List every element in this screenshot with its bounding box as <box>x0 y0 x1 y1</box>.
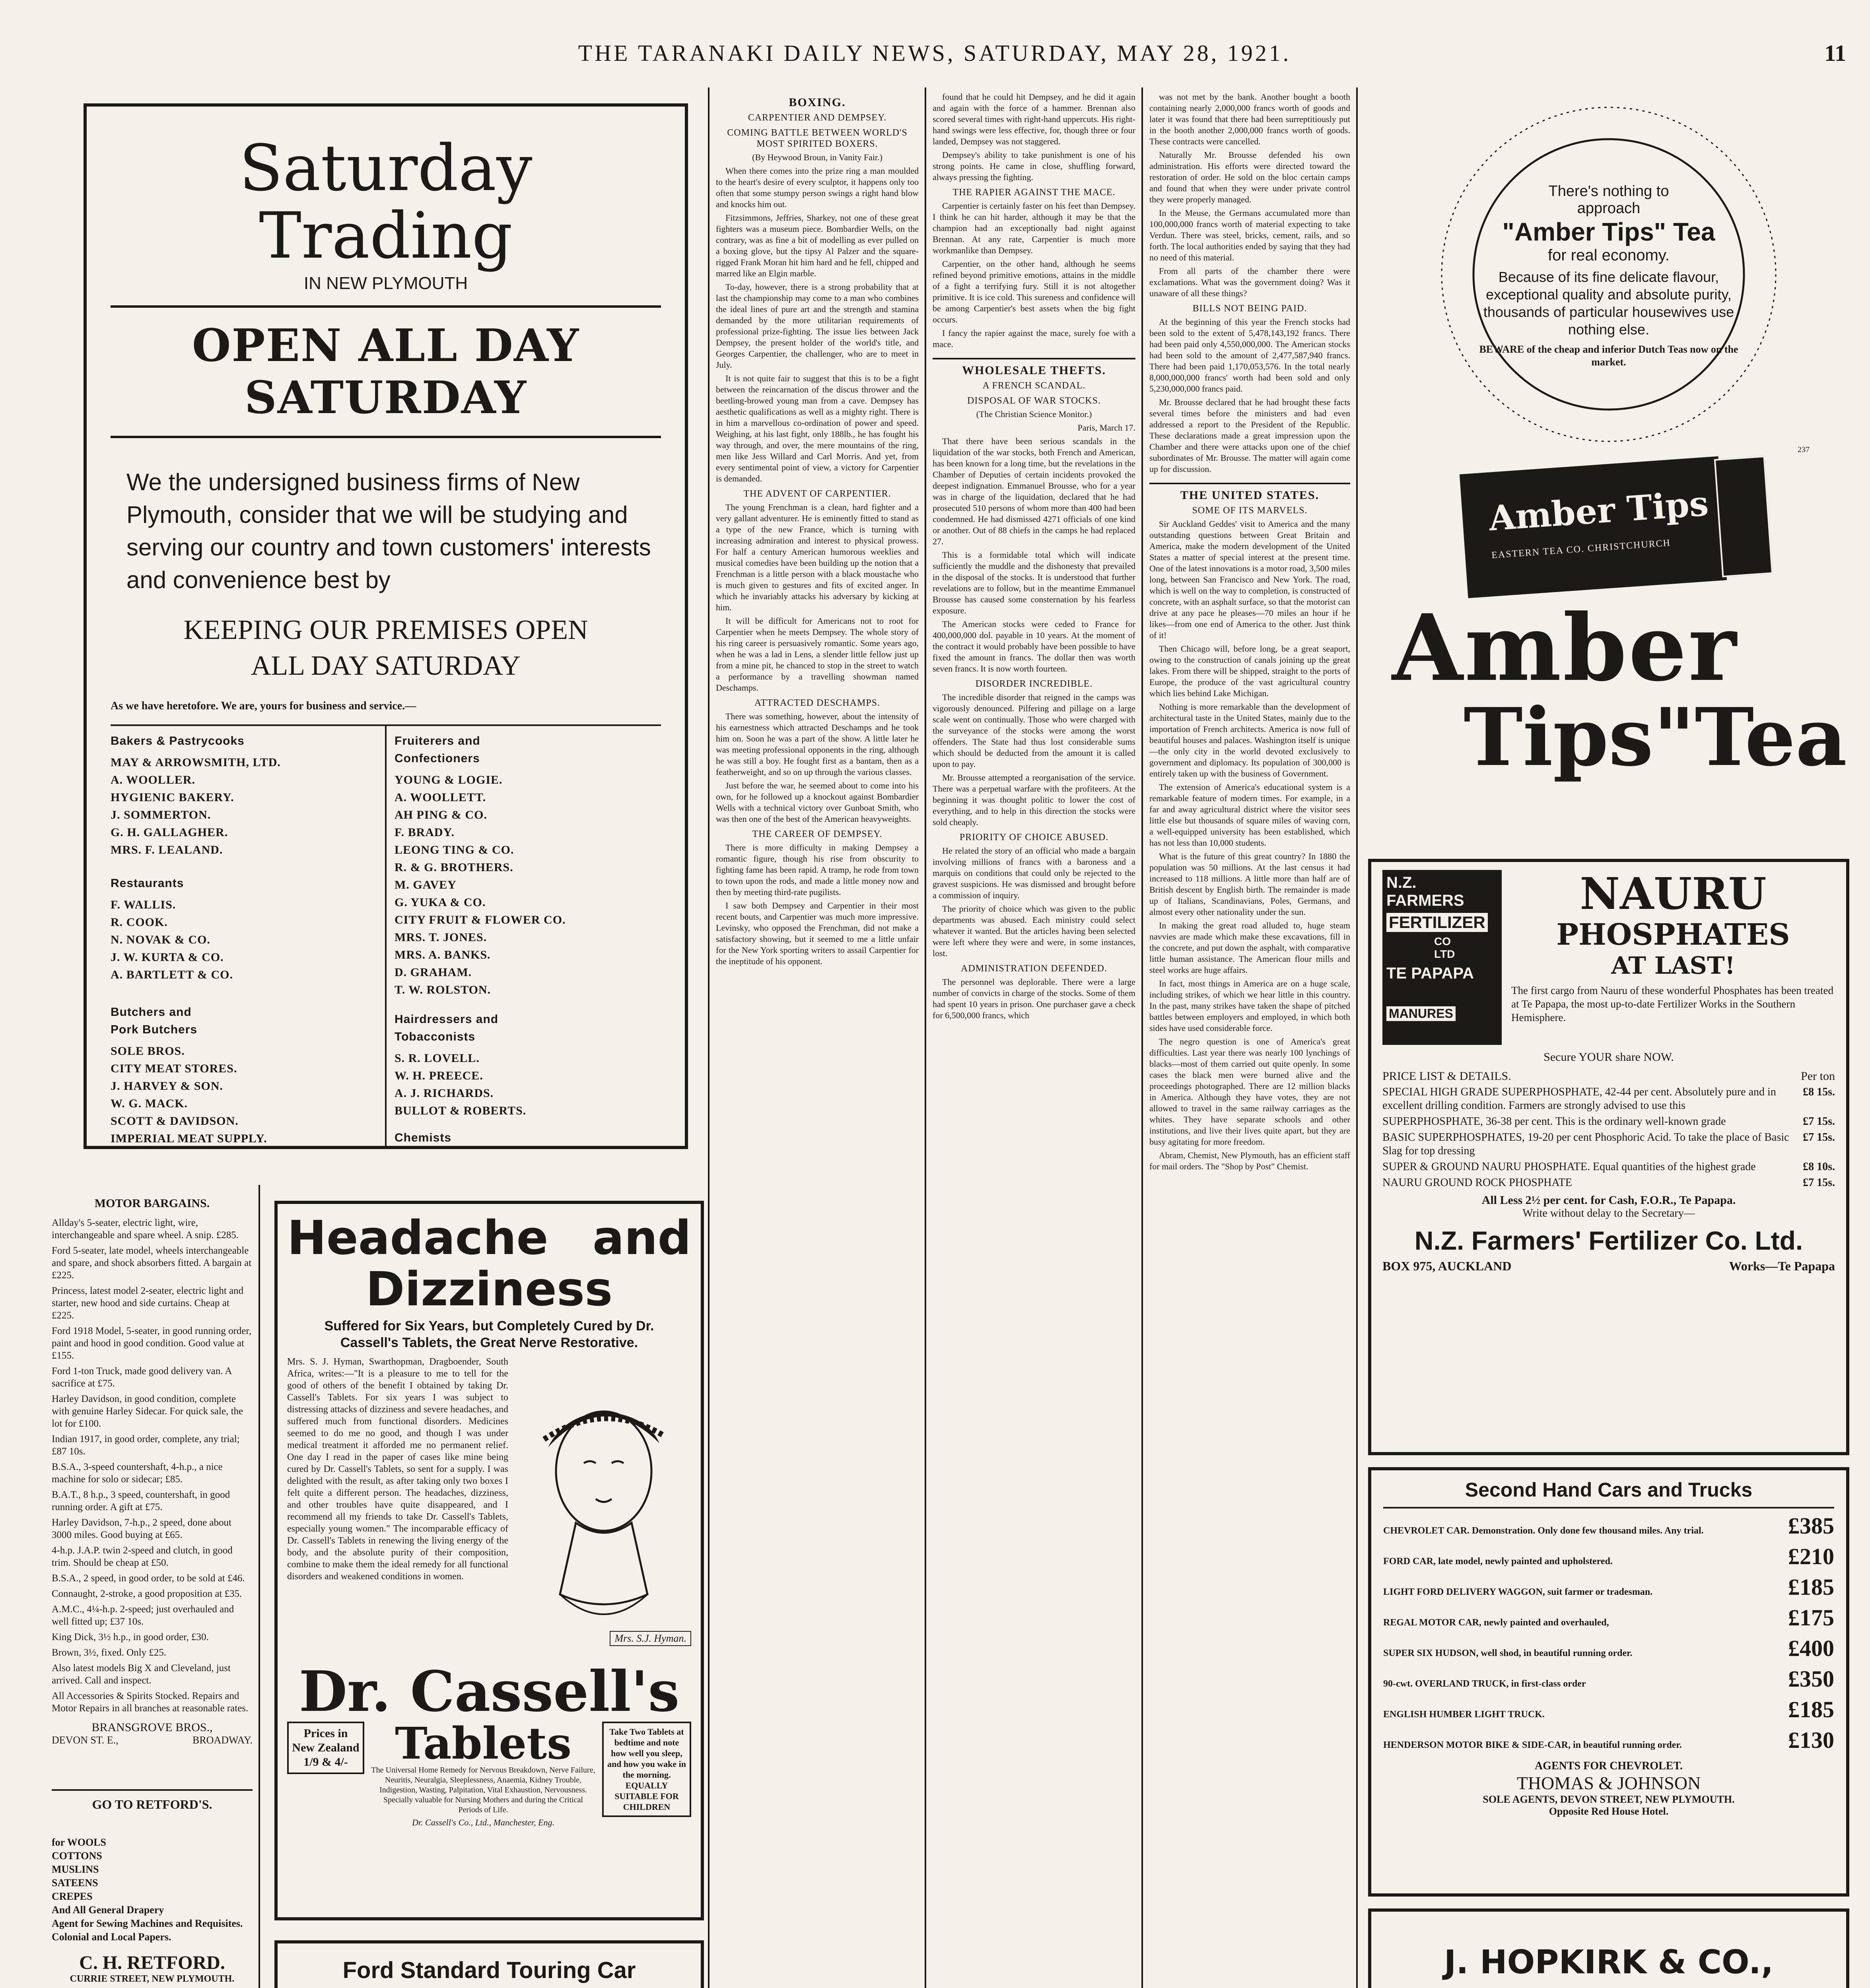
article-subtitle: A FRENCH SCANDAL. <box>982 381 1086 391</box>
list-item: A. WOOLLER. <box>111 773 195 786</box>
list-item: S. R. LOVELL. <box>395 1052 480 1065</box>
paragraph: Just before the war, he seemed about to come into his own, for he followed up a knockout against Bombardier Wells with a technical victory over Gunboat Smith, who was then one of the best of the American heavyweights. <box>716 780 919 824</box>
car-desc: ENGLISH HUMBER LIGHT TRUCK. <box>1383 1709 1545 1720</box>
motor-bargain-item: B.S.A., 2 speed, in good order, to be sold at £46. <box>52 1573 245 1584</box>
list-item: SCOTT & DAVIDSON. <box>111 1114 239 1128</box>
motor-bargains <box>52 1197 253 1769</box>
paragraph: I saw both Dempsey and Carpentier in their most recent bouts, and Carpentier was much more impressive. Levinsky, who opposed the Frenchman, did not make a satisfactory showing, but it seemed to me a little unfair for the New York sporting writers to assail Carpentier for the ineptitude of his opponent. <box>716 901 919 966</box>
car-desc: HENDERSON MOTOR BIKE & SIDE-CAR, in beautiful running order. <box>1383 1740 1682 1750</box>
retford-address: CURRIE STREET, NEW PLYMOUTH. <box>52 1974 253 1988</box>
amber-economy: for real economy. <box>1547 247 1670 264</box>
product-desc: SUPER & GROUND NAURU PHOSPHATE. Equal quantities of the highest grade <box>1382 1161 1756 1173</box>
agents-label: AGENTS FOR CHEVROLET. <box>1534 1760 1683 1772</box>
retford-item: And All General Drapery <box>52 1904 164 1916</box>
badge-line: LTD <box>1434 948 1455 960</box>
article-title: THE UNITED STATES. <box>1180 489 1320 502</box>
section-heading: ATTRACTED DESCHAMPS. <box>754 698 881 708</box>
list-item: A. WOOLLETT. <box>395 791 486 804</box>
paragraph: The extension of America's educational system is a remarkable feature of modern times. For example, in a far and away agricultural district where the visitor sees little else but thousands of square miles of waving corn, a well-equipped university has been established, which has not less than 10,000 students. <box>1149 782 1350 848</box>
boxing-article <box>716 91 919 1988</box>
paragraph: What is the future of this great country? In 1880 the population was 50 millions. At the last census it had increased to 118 millions. A little more than half are of British descent by English birth. The remainder is made up of Italians, Scandinavians, Poles, Germans, and almost every other nationality under the sun. <box>1149 851 1350 917</box>
chemists-heading: Chemists <box>395 1131 452 1144</box>
price-row <box>1382 1131 1835 1158</box>
nauru-title: NAURU <box>1580 868 1767 919</box>
list-item: CITY FRUIT & FLOWER CO. <box>395 913 566 926</box>
column-rule <box>708 87 710 1988</box>
list-item: BULLOT & ROBERTS. <box>395 1104 527 1117</box>
open-all-day-banner: OPEN ALL DAY SATURDAY <box>111 305 661 438</box>
amber-lead: approach <box>1577 200 1641 217</box>
dr-cassell-ad <box>274 1201 704 1920</box>
product-price: £8 10s. <box>1803 1161 1835 1173</box>
product-price: £7 15s. <box>1803 1115 1835 1128</box>
badge-line: FERTILIZER <box>1386 913 1488 932</box>
butchers-heading: Pork Butchers <box>111 1023 198 1036</box>
motor-bargain-item: Connaught, 2-stroke, a good proposition at £35. <box>52 1588 242 1599</box>
car-desc: LIGHT FORD DELIVERY WAGGON, suit farmer or tradesman. <box>1383 1587 1653 1597</box>
paragraph: Abram, Chemist, New Plymouth, has an efficient staff for mail orders. The "Shop by Post" Chemist. <box>1149 1150 1350 1171</box>
thomas-opposite: Opposite Red House Hotel. <box>1549 1806 1669 1817</box>
car-listing <box>1383 1512 1834 1539</box>
motor-bargain-item: Princess, latest model 2-seater, electric light and starter, new hood and side curtains. Cheap at £225. <box>52 1285 244 1321</box>
motor-bargain-item: Ford 1918 Model, 5-seater, in good running order, paint and hood in good condition. Good value at £155. <box>52 1326 252 1361</box>
retford-title: GO TO RETFORD'S. <box>92 1797 212 1811</box>
product-desc: NAURU GROUND ROCK PHOSPHATE <box>1382 1176 1572 1189</box>
retford-item: Colonial and Local Papers. <box>52 1931 171 1943</box>
list-item <box>111 1147 377 1149</box>
list-item: J. W. KURTA & CO. <box>111 951 224 964</box>
car-price: £185 <box>1788 1697 1834 1722</box>
price-row <box>1382 1085 1835 1112</box>
hairdressers-heading: Hairdressers and <box>395 1013 499 1026</box>
badge-line: TE PAPAPA <box>1386 965 1474 982</box>
tea-packet-side <box>1714 456 1773 577</box>
paragraph: was not met by the bank. Another bought a booth containing nearly 2,000,000 francs worth of goods and later it was found that there had been surreptitiously put in the booth another 2,000,000 francs worth of goods. These contracts were cancelled. <box>1149 92 1350 146</box>
fertilizer-badge <box>1382 870 1502 1045</box>
paragraph: It is not quite fair to suggest that this is to be a fight between the reincarnation of the discus thrower and the beetling-browed young man from a cave. Dempsey has aesthetic qualifications as well as a mighty right. There is in him a marvellous co-ordination of power and speed. Weighing, at his last fight, only 188lb., he has fought his way through, and over, the mere mountains of the ring, men like Jess Willard and Carl Morris. And yet, from every sentimental point of view, a victory for Carpentier is demanded. <box>716 373 919 483</box>
saturday-trading-ad <box>84 103 688 1149</box>
nauru-secure: Secure YOUR share NOW. <box>1543 1050 1674 1064</box>
paragraph: Fitzsimmons, Jeffries, Sharkey, not one of these great fighters was a museum piece. Bombardier Wells, on the contrary, was as fine a bit of modelling as ever pulled on a boxing glove, but the tipsy Al Palzer and the square-rigged Frank Moran hit him hard and he fell, chipped and marred like an Elgin marble. <box>716 213 919 278</box>
motor-bargain-item: 4-h.p. J.A.P. twin 2-speed and clutch, in good trim. Should be cheap at £50. <box>52 1545 233 1568</box>
list-item: R. & G. BROTHERS. <box>395 861 513 874</box>
keep-open-line2: ALL DAY SATURDAY <box>251 650 521 681</box>
list-item: N. NOVAK & CO. <box>111 933 210 946</box>
motor-bargain-item: Allday's 5-seater, electric light, wire, interchangeable and spare wheel. A snip. £285. <box>52 1217 239 1241</box>
retford-item: Agent for Sewing Machines and Requisites. <box>52 1918 243 1929</box>
paragraph: Nothing is more remarkable than the development of architectural taste in the United States, mainly due to the importation of French architects. America is now full of beautiful houses and palaces. Washington itself is unique—the only city in the world devoted exclusively to government and diplomacy. Its population of 300,000 is entirely taken up with the business of Government. <box>1149 702 1350 779</box>
product-desc: BASIC SUPERPHOSPHATES, 19-20 per cent Phosphoric Acid. To take the place of Basic Slag for top dressing <box>1382 1131 1789 1157</box>
list-item: IMPERIAL MEAT SUPPLY. <box>111 1132 267 1145</box>
list-item: F. BRADY. <box>395 826 455 839</box>
retford-item: SATEENS <box>52 1877 98 1889</box>
list-item: G. H. GALLAGHER. <box>111 826 228 839</box>
price-list-label: PRICE LIST & DETAILS. <box>1382 1070 1511 1083</box>
car-price: £185 <box>1788 1574 1834 1600</box>
amber-beware: BEWARE of the cheap and inferior Dutch Teas now on the market. <box>1479 344 1738 368</box>
list-item: CITY MEAT STORES. <box>111 1062 237 1075</box>
thomas-address: SOLE AGENTS, DEVON STREET, NEW PLYMOUTH. <box>1483 1794 1735 1805</box>
thomas-johnson: THOMAS & JOHNSON <box>1516 1773 1701 1793</box>
page-number: 11 <box>1824 40 1846 66</box>
retford-item: for WOOLS <box>52 1837 107 1848</box>
list-item: A. J. RICHARDS. <box>395 1087 494 1100</box>
retford-name: C. H. RETFORD. <box>79 1952 225 1973</box>
dealer-name: BRANSGROVE BROS., <box>91 1721 213 1734</box>
paragraph: He related the story of an official who made a bargain involving millions of francs with a baroness and a marquis on conditions that could only be rejected to the gravest suspicions. He was dismissed and brought before a commission of inquiry. <box>933 846 1135 900</box>
car-listing <box>1383 1666 1834 1692</box>
per-ton-label: Per ton <box>1801 1070 1835 1083</box>
headache-title: Dizziness <box>365 1262 613 1316</box>
nauru-works: Works—Te Papapa <box>1729 1259 1835 1273</box>
paragraph: From all parts of the chamber there were exclamations. What was the government doing? Was it unaware of all these things? <box>1149 266 1350 298</box>
ford-touring-car-ad <box>274 1940 704 1988</box>
amber-big: Amber <box>1392 594 1738 702</box>
list-item: MRS. T. JONES. <box>395 931 487 944</box>
retford-item: COTTONS <box>52 1850 102 1862</box>
article-subtitle: DISPOSAL OF WAR STOCKS. <box>967 396 1101 406</box>
paragraph: When there comes into the prize ring a man moulded to the heart's desire of every sculptor, it happens only too often that some stumpy person swings a right hand blow and knocks him out. <box>716 166 919 209</box>
motor-bargain-item: Indian 1917, in good order, complete, any trial; £87 10s. <box>52 1434 240 1457</box>
keep-open-line1: KEEPING OUR PREMISES OPEN <box>183 615 588 645</box>
restaurants-heading: Restaurants <box>111 877 184 890</box>
amber-tips-ad <box>1368 91 1849 847</box>
section-heading: THE RAPIER AGAINST THE MACE. <box>952 187 1116 198</box>
paragraph: found that he could hit Dempsey, and he did it again and again with the force of a hammer. Brennan also scored several times with right-hand uppercuts. His right-hand swings were less effective, for, though three or four landed, Dempsey was not staggered. <box>933 92 1135 146</box>
amber-body: Because of its fine delicate flavour, exceptional quality and absolute purity, thousands of particular housewives use nothing else. <box>1483 269 1734 338</box>
product-price: £8 15s. <box>1803 1086 1835 1098</box>
butchers-heading: Butchers and <box>111 1006 192 1019</box>
car-desc: 90-cwt. OVERLAND TRUCK, in first-class order <box>1383 1679 1586 1689</box>
car-listing <box>1383 1543 1834 1570</box>
car-desc: FORD CAR, late model, newly painted and upholstered. <box>1383 1556 1613 1567</box>
article-title: WHOLESALE THEFTS. <box>962 364 1106 377</box>
paragraph: Sir Auckland Geddes' visit to America and the many outstanding questions between Great Britain and America, make the modern development of the United States a matter of special interest at the present time. One of the latest innovations is a motor road, 3,500 miles long, between San Francisco and New York. The road, which is well on the way to completion, is constructed of concrete, with an asphalt surface, so that the motorist can drive at any pace he pleases—70 miles an hour if he likes—from one end of America to the other. Just think of it! <box>1149 519 1350 640</box>
bakers-heading: Bakers & Pastrycooks <box>111 734 245 747</box>
heretofore-note: As we have heretofore. We are, yours for business and service.— <box>111 700 416 712</box>
article-subtitle: CARPENTIER AND DEMPSEY. <box>748 113 887 123</box>
car-listing <box>1383 1574 1834 1600</box>
price-row <box>1382 1176 1835 1190</box>
paragraph: Then Chicago will, before long, be a great seaport, owing to the construction of canals joining up the great lakes. From there will be shipped, straight to the ports of Europe, the produce of the vast agricultural country which lies behind Lake Michigan. <box>1149 644 1350 698</box>
paragraph: In making the great road alluded to, huge steam navvies are made which make these excavations, fill in the concrete, and put down the asphalt, with comparative little human assistance. The American flour mills and steel works are huge affairs. <box>1149 920 1350 975</box>
byline: (By Heywood Broun, in Vanity Fair.) <box>752 152 883 162</box>
list-item: A. BARTLETT & CO. <box>111 968 233 981</box>
nauru-phosphates-ad <box>1368 859 1849 1455</box>
paragraph: I fancy the rapier against the mace, surely foe with a mace. <box>933 328 1135 349</box>
headache-subtitle: Suffered for Six Years, but Completely Cured by Dr. Cassell's Tablets, the Great Nerve Restorative. <box>324 1318 654 1350</box>
paragraph: The priority of choice which was given to the public departments was abused. Each ministry could select whatever it wanted. But the articles having been selected were left where they were and were, in some instances, lost. <box>933 904 1135 958</box>
car-price: £385 <box>1788 1513 1834 1539</box>
section-heading: PRIORITY OF CHOICE ABUSED. <box>959 832 1109 843</box>
fruiterers-heading: Confectioners <box>395 752 480 765</box>
product-price: £7 15s. <box>1803 1176 1835 1189</box>
motor-bargain-item: Ford 1-ton Truck, made good delivery van. A sacrifice at £75. <box>52 1366 232 1389</box>
car-desc: SUPER SIX HUDSON, well shod, in beautiful running order. <box>1383 1648 1633 1658</box>
motor-bargain-item: B.A.T., 8 h.p., 3 speed, countershaft, in good running order. A gift at £75. <box>52 1489 230 1512</box>
section-heading: ADMINISTRATION DEFENDED. <box>961 963 1107 974</box>
list-item: LEONG TING & CO. <box>395 843 514 856</box>
list-item: YOUNG & LOGIE. <box>395 773 503 786</box>
motor-bargain-item: Harley Davidson, 7-h.p., 2 speed, done about 3000 miles. Good buying at £65. <box>52 1517 231 1540</box>
woman-portrait-icon <box>516 1356 691 1634</box>
motor-bargain-item: A.M.C., 4¼-h.p. 2-speed; just overhauled and well fitted up; £37 10s. <box>52 1604 234 1627</box>
product-desc: SPECIAL HIGH GRADE SUPERPHOSPHATE, 42-44 per cent. Absolutely pure and in excellent drilling condition. Farmers are strongly advised to use this <box>1382 1086 1776 1112</box>
article-title: BOXING. <box>789 96 846 109</box>
masthead-title: THE TARANAKI DAILY NEWS, SATURDAY, MAY 28, 1921. <box>578 40 1291 66</box>
list-item: MRS. F. LEALAND. <box>111 843 223 856</box>
list-item: G. YUKA & CO. <box>395 896 486 909</box>
intro-text: We the undersigned business firms of New Plymouth, consider that we will be studying and serving our country and town customers' interests and convenience best by <box>126 469 651 593</box>
remedy-text: The Universal Home Remedy for Nervous Breakdown, Nerve Failure, Neuritis, Neuralgia, Sleeplessness, Anaemia, Kidney Trouble, Indigestion, Wasting, Palpitation, Vital Exhaustion, Nervousness. Specially valuable for Nursing Mothers and during the Critical Periods of Life. <box>371 1766 595 1814</box>
second-hand-title: Second Hand Cars and Trucks <box>1383 1478 1834 1508</box>
ad-subtitle: IN NEW PLYMOUTH <box>303 274 468 293</box>
nauru-write: Write without delay to the Secretary— <box>1522 1207 1695 1219</box>
column-rule <box>1356 87 1358 1988</box>
retford-ad <box>52 1789 253 1988</box>
amber-ad-number: 237 <box>1798 445 1810 454</box>
price-row <box>1382 1115 1835 1128</box>
amber-name: "Amber Tips" Tea <box>1502 217 1715 246</box>
fruiterers-heading: Fruiterers and <box>395 734 480 747</box>
nauru-intro: The first cargo from Nauru of these wonderful Phosphates has been treated at Te Papapa, the most up-to-date Fertilizer Works in the Southern Hemisphere. <box>1511 984 1833 1023</box>
paragraph: The incredible disorder that reigned in the camps was vigorously denounced. Pilfering and pillage on a large scale went on continually. Those who were charged with the surveyance of the stocks were among the worst offenders. The State had thus lost considerable sums which should be deducted from the amount it is called upon to pay. <box>933 692 1135 769</box>
section-heading: THE ADVENT OF CARPENTIER. <box>743 489 891 499</box>
nauru-title: AT LAST! <box>1611 952 1735 980</box>
badge-line: MANURES <box>1386 1006 1456 1021</box>
list-item: F. WALLIS. <box>111 898 176 911</box>
retford-item: CREPES <box>52 1891 93 1902</box>
product-desc: SUPERPHOSPHATE, 36-38 per cent. This is the ordinary well-known grade <box>1382 1115 1726 1128</box>
car-desc: REGAL MOTOR CAR, newly painted and overhauled, <box>1383 1617 1609 1628</box>
list-item: AH PING & CO. <box>395 808 487 821</box>
retford-item: MUSLINS <box>52 1864 99 1875</box>
nauru-box: BOX 975, AUCKLAND <box>1382 1259 1512 1273</box>
pack-label: Amber Tips <box>1487 483 1710 539</box>
car-price: £400 <box>1788 1635 1834 1661</box>
prices-box: Prices in New Zealand 1/9 & 4/- <box>287 1722 364 1774</box>
car-listing <box>1383 1635 1834 1662</box>
list-item: HYGIENIC BAKERY. <box>111 791 234 804</box>
paragraph: The American stocks were ceded to France for 400,000,000 dol. payable in 10 years. At the moment of the contract it would probably have been possible to have fixed the amount in francs. The dollar then was worth seven francs. It is now worth fourteen. <box>933 619 1135 674</box>
paragraph: It will be difficult for Americans not to root for Carpentier when he meets Dempsey. The whole story of his ring career is persuasively romantic. Some years ago, when he was a lad in Lens, a slender little fellow just up from a mine pit, he chanced to stop in the street to watch a performance by a travelling showman named Deschamps. <box>716 616 919 693</box>
thefts-continued-and-us <box>1149 91 1350 1988</box>
paragraph: The young Frenchman is a clean, hard fighter and a very gallant adventurer. He is eminently fitted to stand as a type of the new France, which is turning with increasing admiration and interest to physical prowess. For half a century American humorous weeklies and musical comedies have been building up the notion that a Frenchman is a little person with a black moustache who is much given to gestures and fits of excited anger. In which he invariably attacks his adversary by kicking at him. <box>716 502 919 612</box>
price-row <box>1382 1160 1835 1174</box>
paragraph: Carpentier is certainly faster on his feet than Dempsey. I think he can hit harder, although it may be that the champion had an exceptionally bad night against Brennan. At any rate, Carpentier is much more workmanlike than Dempsey. <box>933 201 1135 255</box>
paragraph: To-day, however, there is a strong probability that at last the championship may come to a man who combines the ideal lines of pure art and the strength and stamina demanded by the more utilitarian requirements of professional prize-fighting. The issue lies between Jack Dempsey, the present holder of the world's title, and Georges Carpentier, the challenger, who are to meet in July. <box>716 282 919 370</box>
list-item: W. G. MACK. <box>111 1097 188 1110</box>
motor-bargain-item: Ford 5-seater, late model, wheels interchangeable and spare, and shock absorbers fitted. A bargain at £225. <box>52 1245 252 1281</box>
car-listing <box>1383 1727 1834 1753</box>
nauru-company: N.Z. Farmers' Fertilizer Co. Ltd. <box>1414 1226 1803 1255</box>
motor-bargain-item: All Accessories & Spirits Stocked. Repairs and Motor Repairs in all branches at reasonable rates. <box>52 1691 249 1714</box>
portrait-illustration <box>516 1356 691 1650</box>
maker-text: Dr. Cassell's Co., Ltd., Manchester, Eng. <box>412 1817 554 1827</box>
paragraph: In fact, most things in America are on a huge scale, including strikes, of which we hear little in this country. In the past, many strikes have taken the shape of pitched battles between employers and employed, in which both sides have used considerable force. <box>1149 978 1350 1033</box>
headache-title: Headache <box>287 1210 548 1265</box>
cassell-brand: Dr. Cassell's <box>299 1659 680 1724</box>
pack-sub: EASTERN TEA CO. CHRISTCHURCH <box>1491 538 1671 561</box>
tablets-brand: Tablets <box>395 1718 572 1769</box>
car-listing <box>1383 1604 1834 1631</box>
hairdressers-heading: Tobacconists <box>395 1030 476 1043</box>
list-item: J. HARVEY & SON. <box>111 1079 224 1093</box>
masthead <box>0 40 1870 72</box>
product-price: £7 15s. <box>1803 1131 1835 1143</box>
dealer-street: BROADWAY. <box>192 1734 253 1746</box>
dealer-address: DEVON ST. E., <box>52 1734 119 1746</box>
paragraph: The negro question is one of America's great difficulties. Last year there was nearly 100 lynchings of blacks—most of them carried out quite openly. In some cases the black men were burned alive and the proceedings photographed. There are 12 million blacks in America. Although they have votes, they are not allowed to travel in the same railway carriages as the whites. They have separate schools and other institutions, and live their lives quite apart, but they are busy agitating for more freedom. <box>1149 1037 1350 1147</box>
headache-title: and <box>592 1210 691 1265</box>
boxing-continued-and-thefts <box>933 91 1135 1988</box>
section-heading: THE CAREER OF DEMPSEY. <box>752 829 883 839</box>
column-rule <box>1141 87 1143 1988</box>
paragraph: Mr. Brousse attempted a reorganisation of the service. There was a perpetual warfare with the profiteers. At the beginning it was thought politic to lower the cost of everything, and to help in this direction the stocks were sold cheaply. <box>933 773 1135 827</box>
motor-bargain-item: Also latest models Big X and Cleveland, just arrived. Call and inspect. <box>52 1663 231 1686</box>
car-listing <box>1383 1696 1834 1723</box>
car-price: £350 <box>1788 1666 1834 1692</box>
dose-box: Take Two Tablets at bedtime and note how well you sleep, and how you wake in the morning. EQUALLY SUITABLE FOR CHILDREN <box>602 1722 691 1817</box>
nauru-title: PHOSPHATES <box>1556 918 1790 952</box>
car-price: £175 <box>1788 1605 1834 1631</box>
paragraph: In the Meuse, the Germans accumulated more than 100,000,000 francs worth of material expecting to take Verdun. There was steel, bricks, cement, rails, and so forth. The local authorities ended by saying that they had no need of this material. <box>1149 208 1350 262</box>
ford-title: Ford Standard Touring Car <box>342 1957 636 1983</box>
car-price: £130 <box>1788 1727 1834 1753</box>
hopkirk-title: J. HOPKIRK & CO., <box>1444 1943 1774 1981</box>
hopkirk-ad <box>1368 1908 1849 1988</box>
paragraph: Dempsey's ability to take punishment is one of his strong points. He came in close, shuffling forward, always pressing the fighting. <box>933 150 1135 182</box>
article-subtitle: SOME OF ITS MARVELS. <box>1192 505 1308 516</box>
badge-line: N.Z. FARMERS <box>1386 874 1464 909</box>
car-desc: CHEVROLET CAR. Demonstration. Only done few thousand miles. Any trial. <box>1383 1526 1704 1536</box>
paragraph: That there have been serious scandals in the liquidation of the war stocks, both French and American, has been known for a long time, but the revelations in the Chamber of Deputies of certain incidents provoked the deepest indignation. Emmanuel Brousse, who for a year was in charge of the liquidation, declared that he had prosecuted 510 persons of whom more than 400 had been condemned. He had dismissed 4271 officials of one kind or another. Out of 88 chiefs in the camps he had replaced 27. <box>933 436 1135 546</box>
dateline: Paris, March 17. <box>1077 423 1135 433</box>
column-rule <box>925 87 926 1988</box>
portrait-caption: Mrs. S.J. Hyman. <box>610 1631 691 1646</box>
list-item: W. H. PREECE. <box>395 1069 483 1082</box>
section-heading: DISORDER INCREDIBLE. <box>975 679 1093 689</box>
amber-lead: There's nothing to <box>1548 183 1669 200</box>
paragraph: At the beginning of this year the French stocks had been sold to the extent of 5,478,143,192 francs. There had been paid only 4,550,000,000. The American stocks had been sold to the amount of 2,477,587,940 francs. There had been paid 1,170,053,576. In the total nearly 8,000,000,000 francs' worth had been sold and only 5,230,000,000 francs paid. <box>1149 317 1350 394</box>
badge-line: CO <box>1434 935 1451 947</box>
list-item: J. SOMMERTON. <box>111 808 211 821</box>
article-subtitle: COMING BATTLE BETWEEN WORLD'S MOST SPIRITED BOXERS. <box>727 128 908 149</box>
list-item: R. COOK. <box>111 916 168 929</box>
section-heading: BILLS NOT BEING PAID. <box>1192 303 1307 314</box>
car-price: £210 <box>1788 1543 1834 1569</box>
list-item: SOLE BROS. <box>111 1044 185 1058</box>
paragraph: Naturally Mr. Brousse defended his own administration. His efforts were directed toward the restoration of order. He sold on the bloc certain camps and found that when they were under private control they were properly managed. <box>1149 150 1350 204</box>
ad-title: Saturday Trading <box>239 131 533 273</box>
motor-bargain-item: Brown, 3½, fixed. Only £25. <box>52 1647 167 1658</box>
paragraph: The personnel was deplorable. There were a large number of convicts in charge of the stocks. Some of them had spent 10 years in prison. One purchaser gave a check for 6,500,000 francs, which <box>933 977 1135 1020</box>
paragraph: There was something, however, about the intensity of his earnestness which attracted Deschamps and he took him on. Soon he was a part of the show. A little later he was meeting professional opponents in the ring, although he was still a boy. He fought first as a bantam, then as a featherweight, and so on up through the various classes. <box>716 711 919 777</box>
amber-big: Tips"Tea <box>1464 691 1847 784</box>
paragraph: There is more difficulty in making Dempsey a romantic figure, though his rise from obscurity to fighting fame has been rapid. A tramp, he rode from town to town upon the rods, and made a little money now and then by meeting third-rate pugilists. <box>716 843 919 897</box>
list-item: D. GRAHAM. <box>395 966 472 979</box>
paragraph: Carpentier, on the other hand, although he seems refined beyond primitive emotions, attains in the middle of a fight a terrifying fury. Still it is not altogether primitive. It is ice cold. This sureness and confidence will be among Carpentier's best assets when the big fight occurs. <box>933 259 1135 324</box>
tea-packet <box>1460 456 1727 598</box>
paragraph: Mr. Brousse declared that he had brought these facts several times before the ministers and had even addressed a report to the President of the Republic. These declarations made a great impression upon the Chamber and there were attacks upon one of the chief subordinates of Mr. Brousse. The matter will again come up for discussion. <box>1149 397 1350 474</box>
nauru-terms: All Less 2½ per cent. for Cash, F.O.R., Te Papapa. <box>1481 1194 1736 1207</box>
motor-bargains-title: MOTOR BARGAINS. <box>94 1197 210 1210</box>
column-rule <box>259 1185 260 1988</box>
list-item: MAY & ARROWSMITH, LTD. <box>111 756 281 769</box>
source: (The Christian Science Monitor.) <box>976 409 1092 419</box>
testimony-text: Mrs. S. J. Hyman, Swarthopman, Dragboender, South Africa, writes:—"It is a pleasure to me to tell for the good of others of the benefit I obtained by taking Dr. Cassell's Tablets. For six years I was subject to distressing attacks of dizziness and severe headaches, and suffered much from functional disorders. Medicines seemed to do me no good, and though I was under medical treatment it afforded me no permanent relief. One day I read in the paper of cases like mine being cured by Dr. Cassell's Tablets, so sent for a supply. I was delighted with the result, as after taking only two boxes I felt quite a different person. The headaches, dizziness, and other troubles have quite disappeared, and I recommend all my friends to take Dr. Cassell's Tablets, especially young women." The incomparable efficacy of Dr. Cassell's Tablets in renewing the living energy of the body, and the absolute purity of their composition, combine to make them the ideal remedy for all functional disorders and weakened conditions in women. <box>287 1357 508 1582</box>
motor-bargain-item: Harley Davidson, in good condition, complete with genuine Harley Sidecar. For quick sale, the lot for £100. <box>52 1394 243 1429</box>
list-item: MRS. A. BANKS. <box>395 948 491 961</box>
paragraph: This is a formidable total which will indicate sufficiently the muddle and the dishonesty that prevailed in the disposal of the stocks. It is understood that further revelations are to follow, but in the meantime Emmanuel Brousse has caused some consternation by his fearless exposure. <box>933 550 1135 615</box>
motor-bargain-item: King Dick, 3½ h.p., in good order, £30. <box>52 1632 209 1642</box>
second-hand-cars-ad <box>1368 1467 1849 1897</box>
list-item: M. GAVEY <box>395 878 457 891</box>
list-item: T. W. ROLSTON. <box>395 983 491 996</box>
motor-bargain-item: B.S.A., 3-speed countershaft, 4-h.p., a nice machine for solo or sidecar; £85. <box>52 1462 223 1485</box>
